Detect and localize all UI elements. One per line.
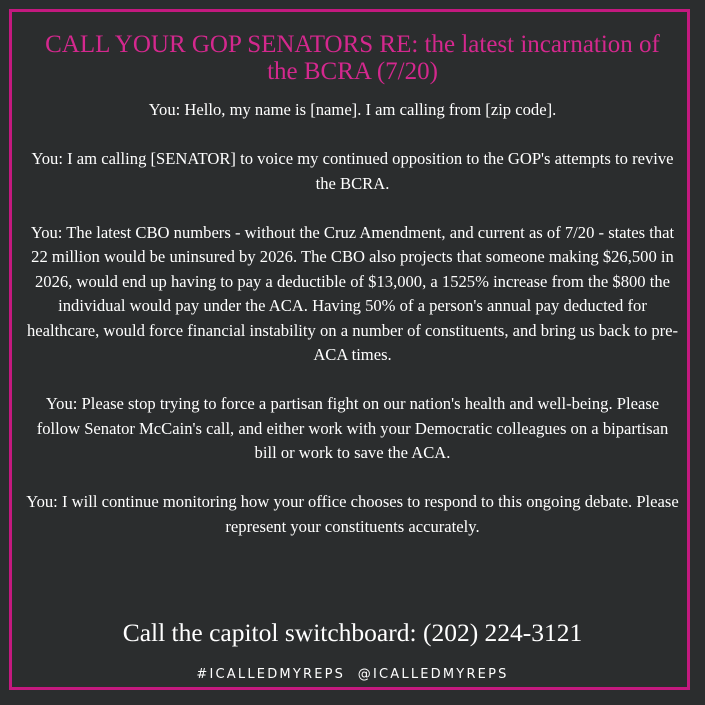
page-title: CALL YOUR GOP SENATORS RE: the latest incarnation of the BCRA (7/20) [45, 31, 660, 85]
script-paragraph-request: You: Please stop trying to force a partisan fight on our nation's health and well-being. Please follow Senator McCain's call, and either work with your Democratic colleagues on a bipartisan bill or work to save the ACA. [36, 394, 669, 462]
hashtags-footer: #ICALLEDMYREPS @ICALLEDMYREPS [196, 667, 509, 682]
script-paragraph-cbo-numbers: You: The latest CBO numbers - without the Cruz Amendment, and current as of 7/20 - states that 22 million would be uninsured by 2026. The CBO also projects that someone making $26,500 in 2026, would end up having to pay a deductible of $13,000, a 1525% increase from the $800 the individual would pay under the ACA. Having 50% of a person's annual pay deducted for healthcare, would force financial instability on a number of constituents, and bring us back to pre-ACA times. [26, 222, 679, 364]
call-script [24, 98, 681, 564]
script-paragraph-greeting: You: Hello, my name is [name]. I am calling from [zip code]. [148, 100, 557, 119]
switchboard-phone-number: Call the capitol switchboard: (202) 224-3121 [122, 618, 583, 647]
script-paragraph-closing: You: I will continue monitoring how your office chooses to respond to this ongoing debate. Please represent your constituents accurately. [26, 492, 679, 536]
script-paragraph-purpose: You: I am calling [SENATOR] to voice my continued opposition to the GOP's attempts to revive the BCRA. [31, 149, 674, 193]
